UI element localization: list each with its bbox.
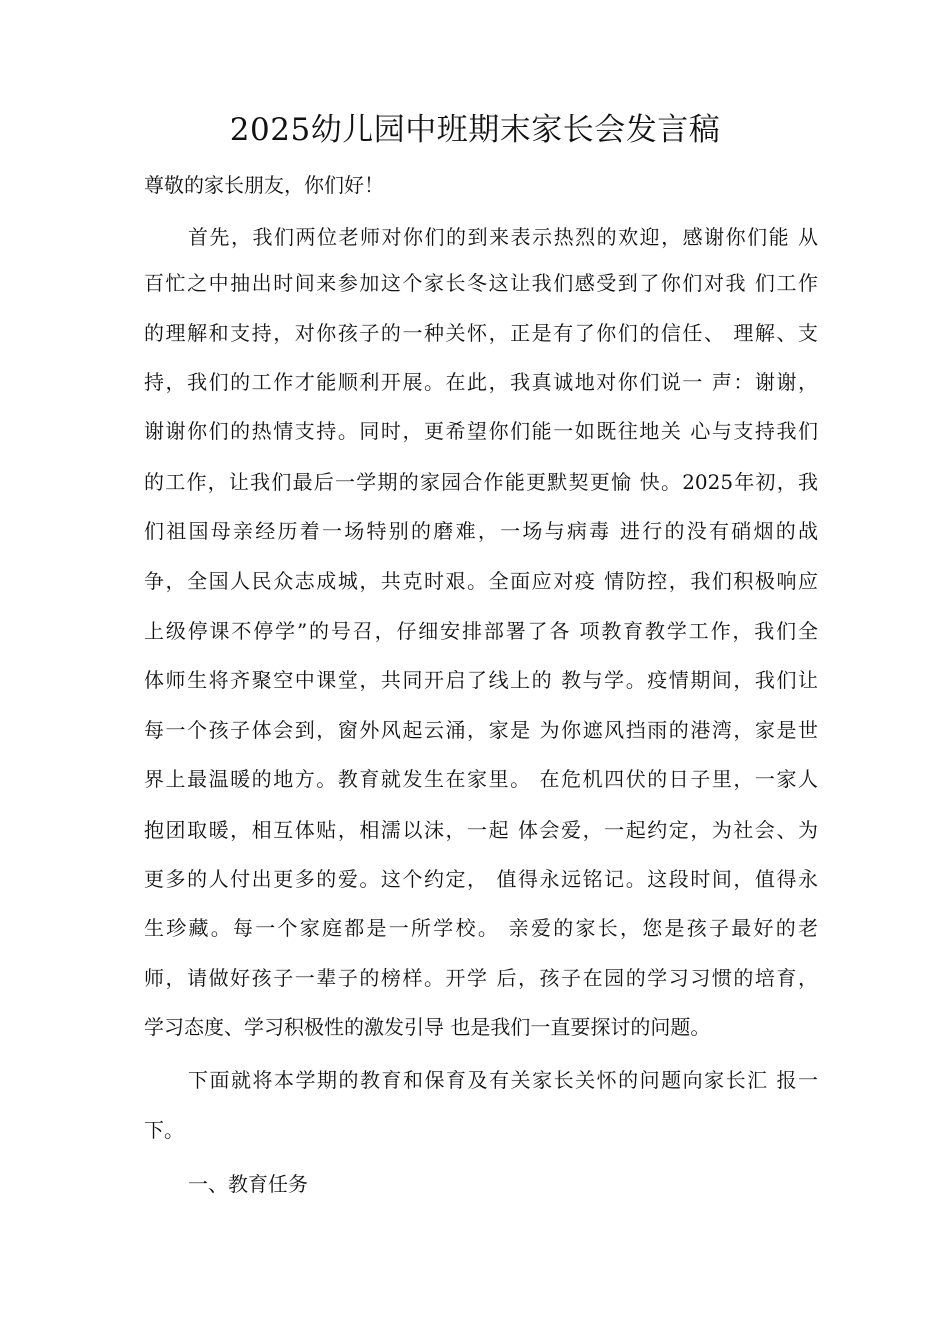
paragraph-1-line: 首先，我们两位老师对你们的到来表示热烈的欢迎，感谢你们能 从 <box>188 225 818 249</box>
paragraph-1-line: 生珍藏。每一个家庭都是一所学校。 亲爱的家长，您是孩子最好的老 <box>144 916 818 940</box>
paragraph-1-line: 持，我们的工作才能顺利开展。在此，我真诚地对你们说一 声：谢谢， <box>144 370 818 394</box>
paragraph-1-line: 抱团取暖，相互体贴，相濡以沫，一起 体会爱，一起约定，为社会、为 <box>144 818 818 842</box>
paragraph-2-line: 下。 <box>144 1118 184 1142</box>
paragraph-1-line: 更多的人付出更多的爱。这个约定， 值得永远铭记。这段时间，值得永 <box>144 867 818 891</box>
section-heading: 一、教育任务 <box>188 1172 308 1196</box>
paragraph-1-line: 的工作，让我们最后一学期的家园合作能更默契更愉 快。2025年初，我 <box>144 470 818 494</box>
paragraph-1-line: 每一个孩子体会到，窗外风起云涌，家是 为你遮风挡雨的港湾，家是世 <box>144 718 818 742</box>
paragraph-1-line: 体师生将齐聚空中课堂，共同开启了线上的 教与学。疫情期间，我们让 <box>144 668 818 692</box>
paragraph-1-line: 争，全国人民众志成城，共克时艰。全面应对疫 情防控，我们积极响应 <box>144 569 818 593</box>
salutation: 尊敬的家长朋友，你们好！ <box>144 173 384 197</box>
paragraph-1-line: 谢谢你们的热情支持。同时，更希望你们能一如既往地关 心与支持我们 <box>144 419 818 443</box>
paragraph-1-line: 学习态度、学习积极性的激发引导 也是我们一直要探讨的问题。 <box>144 1015 711 1039</box>
paragraph-1-line: 界上最温暖的地方。教育就发生在家里。 在危机四伏的日子里，一家人 <box>144 767 818 791</box>
paragraph-1-line: 师，请做好孩子一辈子的榜样。开学 后，孩子在园的学习习惯的培育， <box>144 966 818 990</box>
paragraph-2-line: 下面就将本学期的教育和保育及有关家长关怀的问题向家长汇 报一 <box>188 1068 818 1092</box>
paragraph-1-line: 百忙之中抽出时间来参加这个家长冬这让我们感受到了你们对我 们工作 <box>144 271 818 295</box>
paragraph-1-line: 的理解和支持，对你孩子的一种关怀，正是有了你们的信任、 理解、支 <box>144 321 818 345</box>
document-title: 2025幼儿园中班期末家长会发言稿 <box>229 112 721 148</box>
paragraph-1-line: 们祖国母亲经历着一场特别的磨难，一场与病毒 进行的没有硝烟的战 <box>144 519 818 543</box>
paragraph-1-line: 上级停课不停学”的号召，仔细安排部署了各 项教育教学工作，我们全 <box>144 619 818 643</box>
